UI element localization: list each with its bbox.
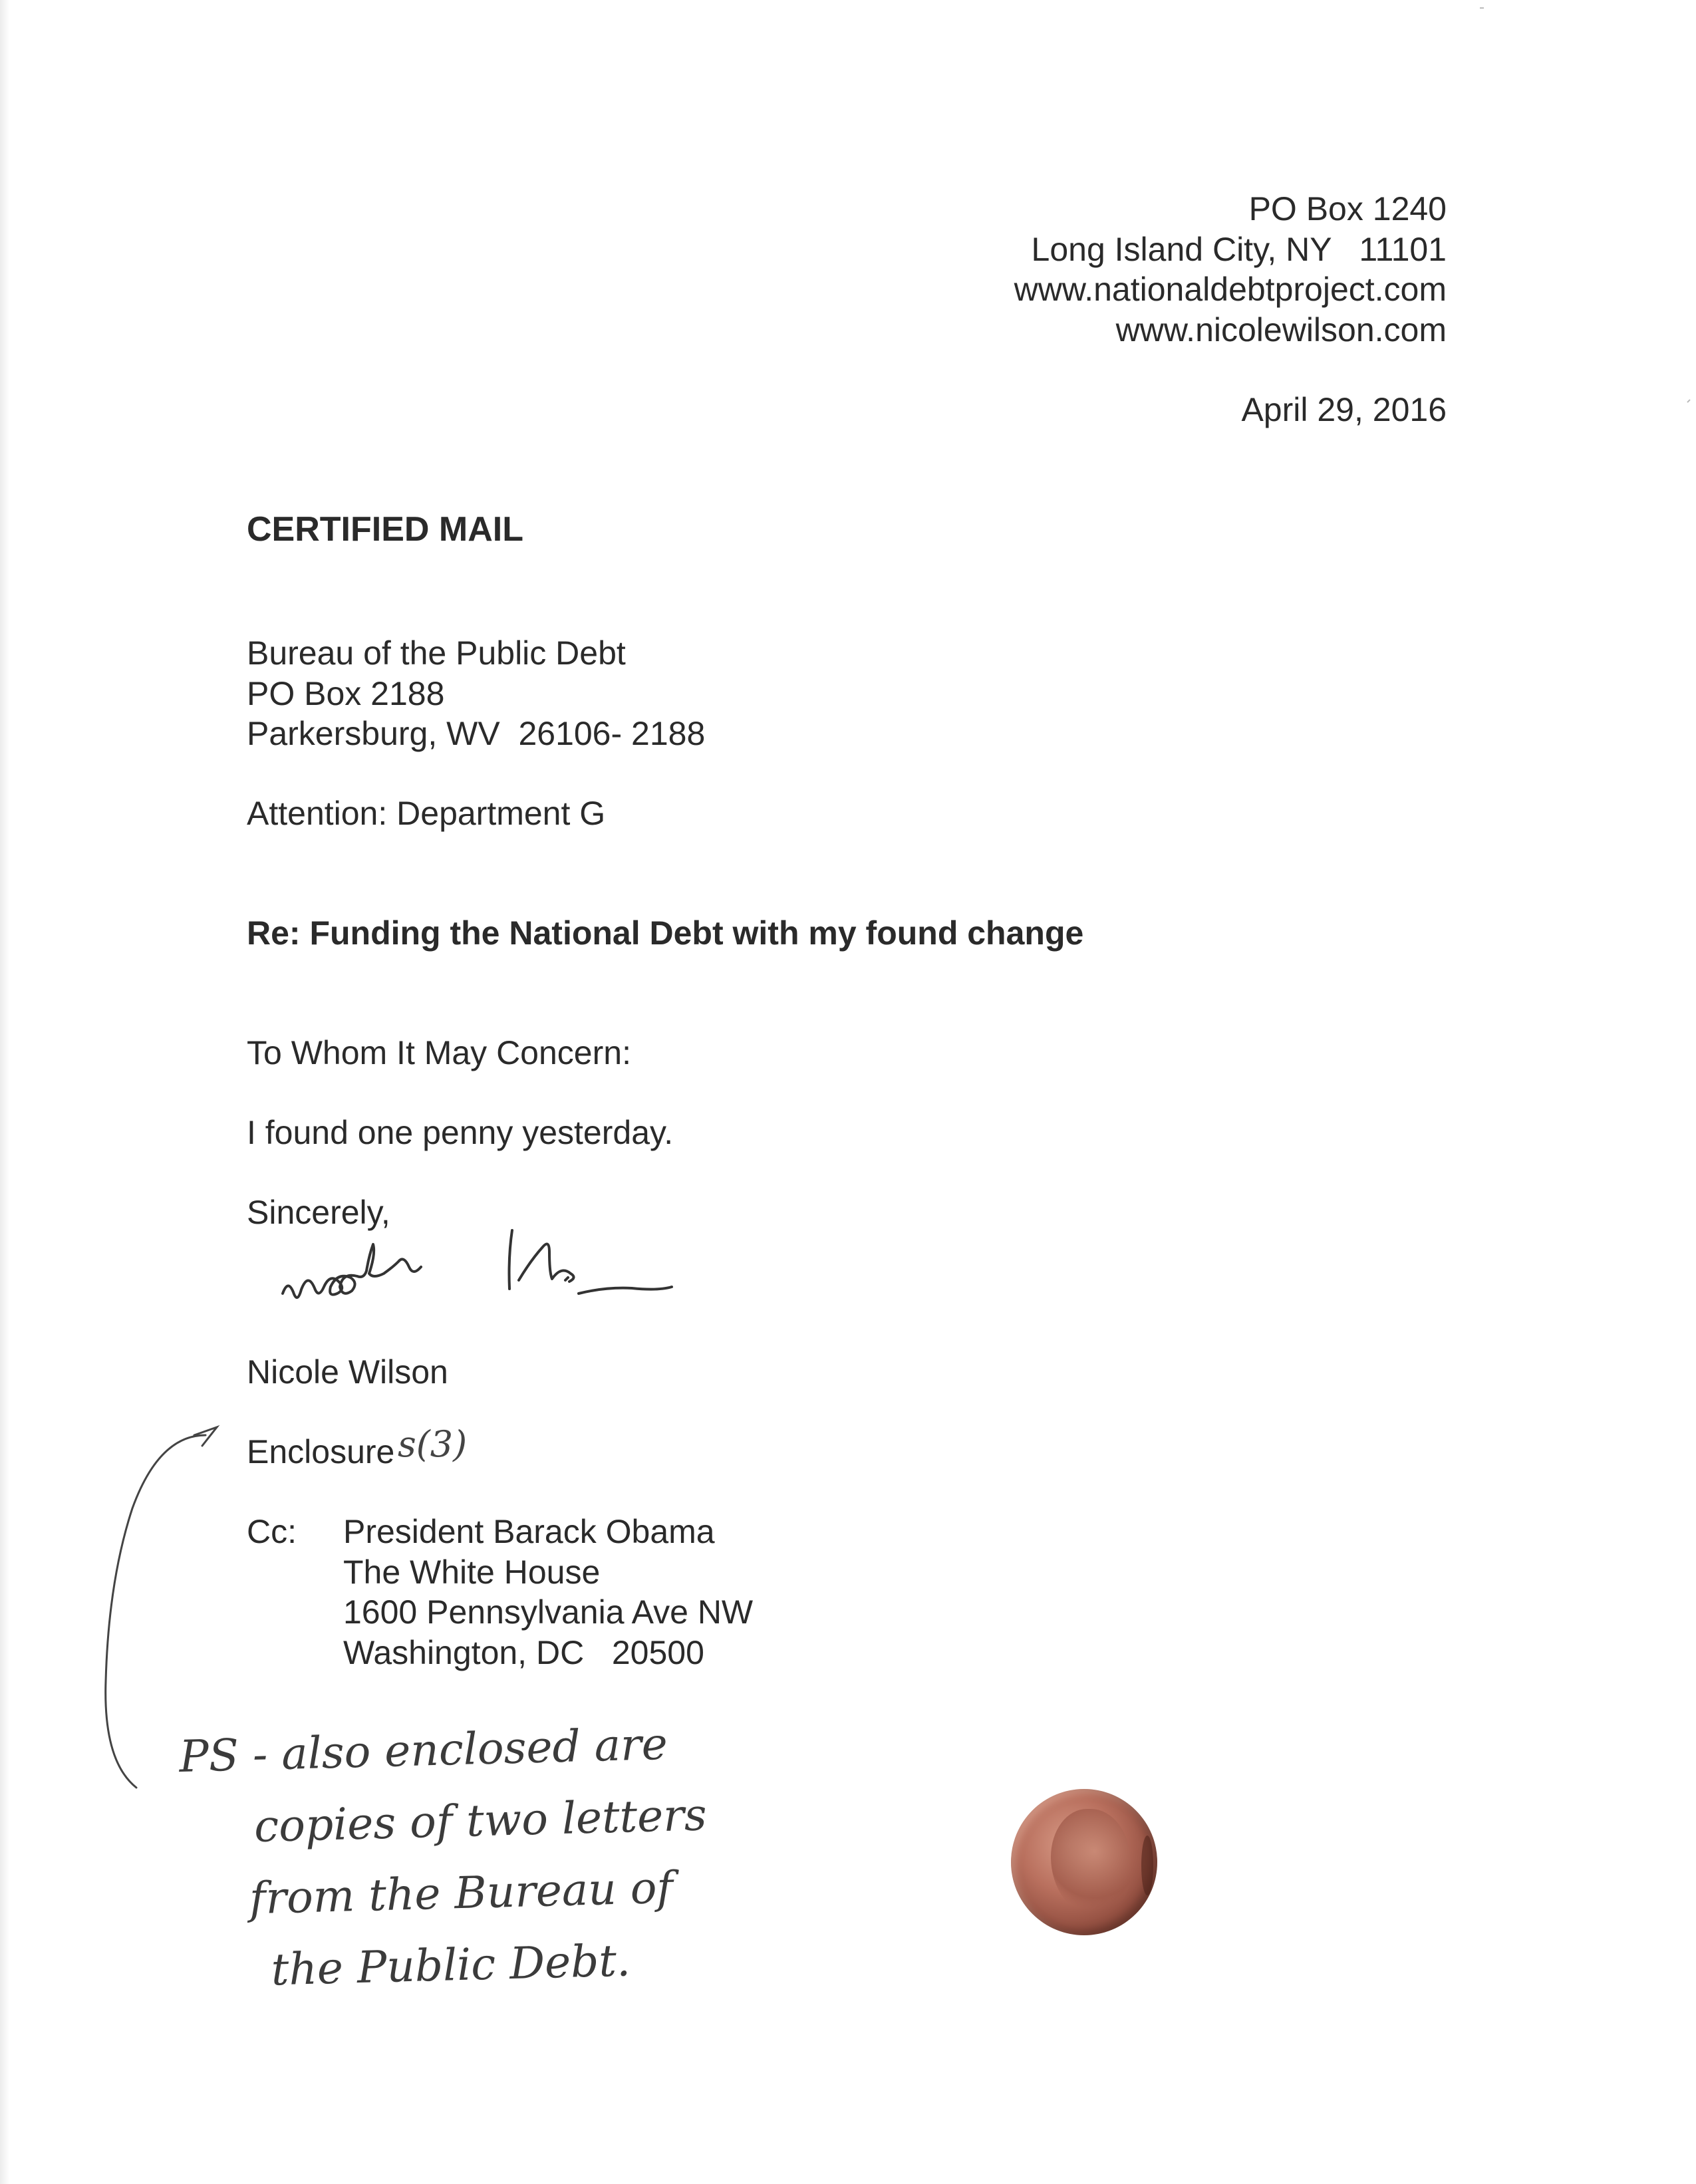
sender-website-2: www.nicolewilson.com	[1115, 311, 1447, 348]
coin-rim-shadow	[1141, 1836, 1153, 1895]
handwritten-ps-note	[178, 1707, 712, 2008]
cc-line-4: Washington, DC 20500	[343, 1633, 704, 1671]
subject-line: Re: Funding the National Debt with my found change	[247, 914, 1084, 952]
recipient-line-2: PO Box 2188	[247, 674, 445, 712]
signature-icon	[283, 1230, 672, 1297]
coin-portrait	[1051, 1809, 1131, 1915]
cc-line-2: The White House	[343, 1553, 601, 1591]
enclosure-line: Enclosure	[247, 1433, 395, 1470]
sender-address-block	[1014, 189, 1447, 350]
penny-coin-icon	[1011, 1789, 1157, 1935]
signer-name: Nicole Wilson	[247, 1353, 448, 1391]
ps-line-4: the Public Debt.	[270, 1935, 631, 1996]
cc-line-1: President Barack Obama	[343, 1513, 715, 1550]
closing: Sincerely,	[247, 1194, 390, 1231]
letter-body: I found one penny yesterday.	[247, 1114, 674, 1151]
cc-address-block	[343, 1512, 753, 1673]
letter-date: April 29, 2016	[1241, 391, 1447, 428]
ps-line-2: copies of two letters	[253, 1789, 708, 1853]
scan-marks	[1480, 8, 1690, 402]
salutation: To Whom It May Concern:	[247, 1034, 631, 1071]
ps-line-1: PS - also enclosed are	[178, 1718, 668, 1782]
sender-address-line-1: PO Box 1240	[1248, 190, 1447, 227]
recipient-line-3: Parkersburg, WV 26106- 2188	[247, 715, 706, 752]
sender-address-line-2: Long Island City, NY 11101	[1031, 230, 1447, 268]
certified-mail-heading: CERTIFIED MAIL	[247, 510, 523, 549]
cc-label: Cc:	[247, 1513, 297, 1550]
scan-edge-shadow	[0, 0, 9, 2184]
sender-website-1: www.nationaldebtproject.com	[1014, 271, 1447, 308]
ps-line-3: from the Bureau of	[249, 1861, 674, 1925]
cc-line-3: 1600 Pennsylvania Ave NW	[343, 1593, 754, 1631]
enclosure-count-handwritten: s(3)	[398, 1423, 468, 1465]
recipient-line-1: Bureau of the Public Debt	[247, 634, 626, 672]
recipient-address-block	[247, 633, 705, 754]
attention-line: Attention: Department G	[247, 795, 606, 832]
